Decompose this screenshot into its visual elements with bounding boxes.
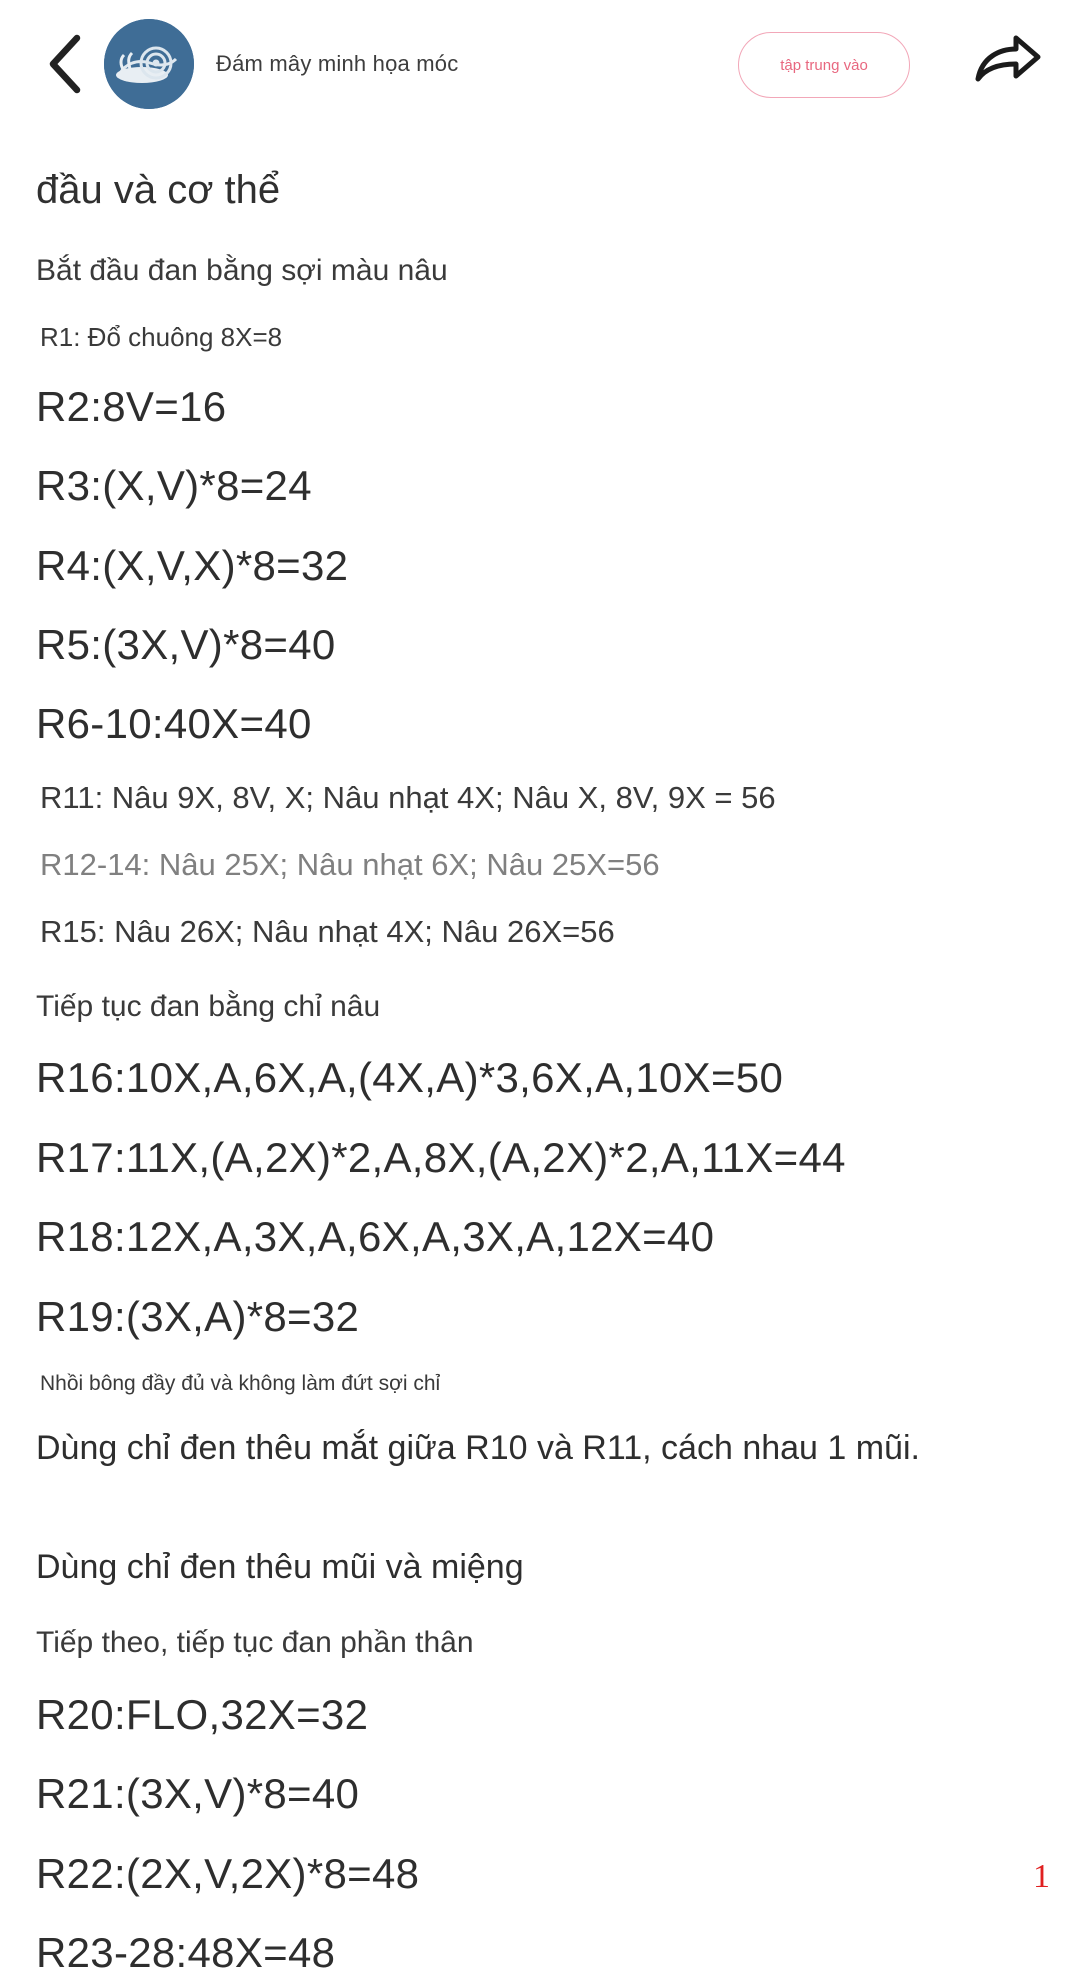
follow-button-label: tập trung vào	[780, 56, 868, 74]
doc-line: Nhồi bông đầy đủ và không làm đứt sợi chỉ	[40, 1371, 441, 1395]
back-button[interactable]	[34, 33, 96, 95]
doc-line: R19:(3X,A)*8=32	[36, 1292, 360, 1340]
doc-line: R18:12X,A,3X,A,6X,A,3X,A,12X=40	[36, 1213, 715, 1261]
doc-line: R11: Nâu 9X, 8V, X; Nâu nhạt 4X; Nâu X, 8V, 9X = 56	[40, 779, 776, 815]
doc-line: R3:(X,V)*8=24	[36, 462, 312, 510]
doc-line: R1: Đổ chuông 8X=8	[40, 322, 283, 353]
doc-line: Tiếp theo, tiếp tục đan phần thân	[36, 1626, 474, 1660]
page-number: 1	[1033, 1858, 1050, 1895]
doc-line: R6-10:40X=40	[36, 700, 312, 748]
doc-line: R17:11X,(A,2X)*2,A,8X,(A,2X)*2,A,11X=44	[36, 1133, 846, 1181]
share-arrow-icon	[972, 33, 1044, 98]
doc-line: Bắt đầu đan bằng sợi màu nâu	[36, 253, 448, 287]
doc-line: R23-28:48X=48	[36, 1929, 336, 1977]
page-title: đầu và cơ thể	[36, 168, 281, 212]
doc-line-blank	[36, 1471, 1044, 1517]
doc-line: Dùng chỉ đen thêu mũi và miệng	[36, 1547, 524, 1586]
avatar[interactable]	[104, 19, 194, 109]
follow-button[interactable]	[738, 32, 910, 98]
app-header	[0, 0, 1080, 128]
doc-line: R22:(2X,V,2X)*8=48	[36, 1849, 420, 1897]
share-button[interactable]	[972, 34, 1044, 96]
doc-line: R21:(3X,V)*8=40	[36, 1770, 360, 1818]
doc-line: R20:FLO,32X=32	[36, 1691, 369, 1739]
doc-line: R5:(3X,V)*8=40	[36, 621, 336, 669]
chevron-left-icon	[43, 32, 87, 96]
channel-name: Đám mây minh họa móc	[216, 51, 459, 76]
doc-line: R12-14: Nâu 25X; Nâu nhạt 6X; Nâu 25X=56	[40, 846, 660, 882]
doc-line: R16:10X,A,6X,A,(4X,A)*3,6X,A,10X=50	[36, 1054, 784, 1102]
doc-line: Dùng chỉ đen thêu mắt giữa R10 và R11, cách nhau 1 mũi.	[36, 1428, 920, 1467]
doc-line: R4:(X,V,X)*8=32	[36, 541, 349, 589]
doc-line: R15: Nâu 26X; Nâu nhạt 4X; Nâu 26X=56	[40, 913, 615, 949]
doc-line: R2:8V=16	[36, 382, 227, 430]
doc-line: Tiếp tục đan bằng chỉ nâu	[36, 989, 381, 1023]
pattern-document	[0, 128, 1080, 1981]
snail-avatar-icon	[104, 19, 194, 109]
